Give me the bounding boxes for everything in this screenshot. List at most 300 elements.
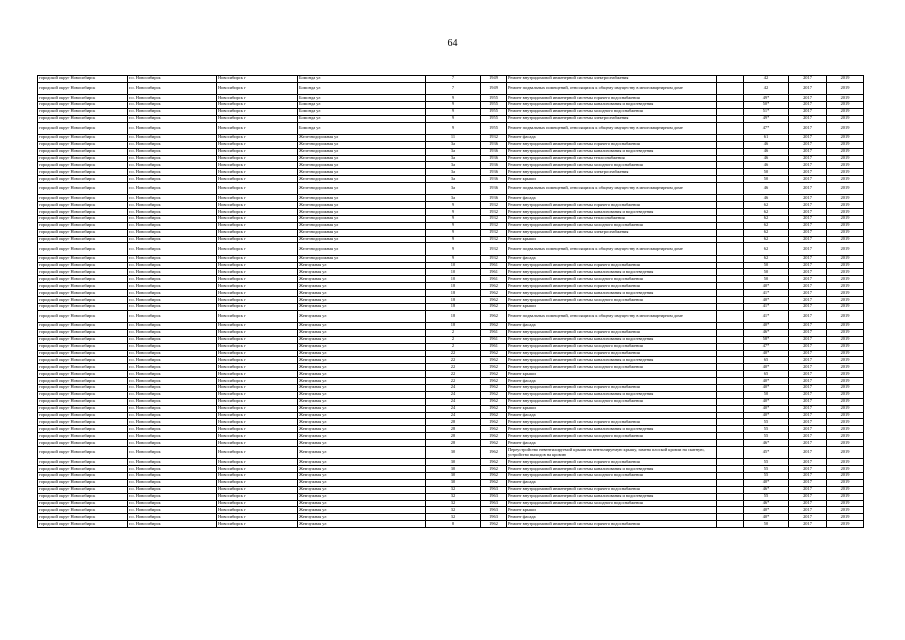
cell-house: 22 bbox=[426, 350, 481, 357]
cell-amount bbox=[717, 134, 744, 141]
cell-street: Жемчужная ул bbox=[298, 412, 426, 419]
cell-area: 41* bbox=[744, 290, 789, 297]
cell-municipality: г.о. Новосибирск bbox=[128, 183, 217, 195]
cell-city: Новосибирск г bbox=[217, 243, 298, 255]
cell-end: 2019 bbox=[827, 141, 864, 148]
cell-street: Железнодорожная ул bbox=[298, 134, 426, 141]
cell-end: 2019 bbox=[827, 162, 864, 169]
cell-amount bbox=[717, 472, 744, 479]
cell-work: Ремонт внутридомовой инженерной системы горячего водоснабжения bbox=[507, 95, 717, 102]
cell-house: 10 bbox=[426, 269, 481, 276]
cell-year: 1949 bbox=[481, 76, 507, 83]
cell-year: 1932 bbox=[481, 243, 507, 255]
cell-city: Новосибирск г bbox=[217, 336, 298, 343]
cell-area: 46 bbox=[744, 141, 789, 148]
cell-street: Жемчужная ул bbox=[298, 269, 426, 276]
cell-area: 58* bbox=[744, 336, 789, 343]
cell-amount bbox=[717, 82, 744, 94]
cell-start: 2017 bbox=[789, 76, 827, 83]
cell-district: городской округ Новосибирск bbox=[38, 176, 128, 183]
cell-year: 1963 bbox=[481, 514, 507, 521]
cell-house: 9 bbox=[426, 122, 481, 134]
cell-amount bbox=[717, 412, 744, 419]
cell-district: городской округ Новосибирск bbox=[38, 514, 128, 521]
table-row bbox=[38, 243, 864, 255]
cell-end: 2019 bbox=[827, 269, 864, 276]
cell-city: Новосибирск г bbox=[217, 500, 298, 507]
cell-municipality: г.о. Новосибирск bbox=[128, 202, 217, 209]
cell-district: городской округ Новосибирск bbox=[38, 108, 128, 115]
cell-start: 2017 bbox=[789, 209, 827, 216]
cell-amount bbox=[717, 202, 744, 209]
cell-year: 1962 bbox=[481, 297, 507, 304]
table-row bbox=[38, 440, 864, 447]
cell-house: 24 bbox=[426, 412, 481, 419]
cell-street: Железнодорожная ул bbox=[298, 209, 426, 216]
cell-street: Железнодорожная ул bbox=[298, 215, 426, 222]
cell-area: 50 bbox=[744, 521, 789, 528]
cell-year: 1962 bbox=[481, 385, 507, 392]
cell-house: 24 bbox=[426, 391, 481, 398]
table-row bbox=[38, 262, 864, 269]
table-row bbox=[38, 507, 864, 514]
cell-start: 2017 bbox=[789, 115, 827, 122]
cell-work: Ремонт внутридомовой инженерной системы теплоснабжения bbox=[507, 215, 717, 222]
cell-municipality: г.о. Новосибирск bbox=[128, 322, 217, 329]
cell-start: 2017 bbox=[789, 122, 827, 134]
cell-end: 2019 bbox=[827, 412, 864, 419]
cell-end: 2019 bbox=[827, 95, 864, 102]
cell-house: 18 bbox=[426, 297, 481, 304]
cell-end: 2019 bbox=[827, 169, 864, 176]
cell-street: Жемчужная ул bbox=[298, 479, 426, 486]
table-row bbox=[38, 310, 864, 322]
cell-city: Новосибирск г bbox=[217, 209, 298, 216]
cell-area: 46 bbox=[744, 195, 789, 202]
cell-house: 32 bbox=[426, 493, 481, 500]
cell-district: городской округ Новосибирск bbox=[38, 310, 128, 322]
cell-work: Ремонт внутридомовой инженерной системы канализования и водоотведения bbox=[507, 493, 717, 500]
cell-area: 40* bbox=[744, 514, 789, 521]
cell-year: 1961 bbox=[481, 269, 507, 276]
cell-municipality: г.о. Новосибирск bbox=[128, 108, 217, 115]
cell-area: 62 bbox=[744, 202, 789, 209]
cell-start: 2017 bbox=[789, 336, 827, 343]
cell-year: 1932 bbox=[481, 215, 507, 222]
cell-municipality: г.о. Новосибирск bbox=[128, 521, 217, 528]
cell-city: Новосибирск г bbox=[217, 141, 298, 148]
cell-house: 32 bbox=[426, 514, 481, 521]
cell-end: 2019 bbox=[827, 183, 864, 195]
cell-area: 40* bbox=[744, 378, 789, 385]
table-row bbox=[38, 336, 864, 343]
cell-municipality: г.о. Новосибирск bbox=[128, 440, 217, 447]
cell-work: Ремонт внутридомовой инженерной системы канализования и водоотведения bbox=[507, 269, 717, 276]
table-row bbox=[38, 222, 864, 229]
cell-work: Ремонт внутридомовой инженерной системы горячего водоснабжения bbox=[507, 385, 717, 392]
cell-start: 2017 bbox=[789, 195, 827, 202]
cell-amount bbox=[717, 262, 744, 269]
cell-municipality: г.о. Новосибирск bbox=[128, 122, 217, 134]
cell-house: 9 bbox=[426, 243, 481, 255]
cell-area: 46* bbox=[744, 500, 789, 507]
cell-start: 2017 bbox=[789, 419, 827, 426]
cell-city: Новосибирск г bbox=[217, 507, 298, 514]
table-row bbox=[38, 209, 864, 216]
cell-year: 1962 bbox=[481, 447, 507, 459]
cell-amount bbox=[717, 500, 744, 507]
cell-area: 55 bbox=[744, 433, 789, 440]
cell-municipality: г.о. Новосибирск bbox=[128, 276, 217, 283]
cell-house: 22 bbox=[426, 378, 481, 385]
cell-start: 2017 bbox=[789, 222, 827, 229]
cell-area: 46 bbox=[744, 148, 789, 155]
cell-street: Жемчужная ул bbox=[298, 391, 426, 398]
cell-municipality: г.о. Новосибирск bbox=[128, 447, 217, 459]
cell-start: 2017 bbox=[789, 148, 827, 155]
cell-end: 2019 bbox=[827, 236, 864, 243]
cell-end: 2019 bbox=[827, 322, 864, 329]
cell-work: Ремонт подвальных помещений, относящихся к общему имуществу в многоквартирном доме bbox=[507, 122, 717, 134]
cell-year: 1955 bbox=[481, 95, 507, 102]
cell-start: 2017 bbox=[789, 176, 827, 183]
cell-start: 2017 bbox=[789, 183, 827, 195]
cell-area: 40* bbox=[744, 479, 789, 486]
cell-year: 1936 bbox=[481, 141, 507, 148]
cell-area: 42 bbox=[744, 76, 789, 83]
cell-district: городской округ Новосибирск bbox=[38, 447, 128, 459]
cell-work: Ремонт внутридомовой инженерной системы холодного водоснабжения bbox=[507, 297, 717, 304]
cell-work: Ремонт внутридомовой инженерной системы горячего водоснабжения bbox=[507, 329, 717, 336]
cell-municipality: г.о. Новосибирск bbox=[128, 215, 217, 222]
cell-city: Новосибирск г bbox=[217, 169, 298, 176]
cell-work: Ремонт внутридомовой инженерной системы электроснабжения bbox=[507, 229, 717, 236]
table-row bbox=[38, 108, 864, 115]
table-row bbox=[38, 215, 864, 222]
cell-area: 50 bbox=[744, 262, 789, 269]
cell-city: Новосибирск г bbox=[217, 310, 298, 322]
cell-area: 55 bbox=[744, 426, 789, 433]
cell-street: Жемчужная ул bbox=[298, 329, 426, 336]
cell-district: городской округ Новосибирск bbox=[38, 426, 128, 433]
cell-area: 65 bbox=[744, 357, 789, 364]
cell-start: 2017 bbox=[789, 378, 827, 385]
cell-municipality: г.о. Новосибирск bbox=[128, 398, 217, 405]
cell-end: 2019 bbox=[827, 466, 864, 473]
cell-municipality: г.о. Новосибирск bbox=[128, 433, 217, 440]
cell-district: городской округ Новосибирск bbox=[38, 479, 128, 486]
cell-municipality: г.о. Новосибирск bbox=[128, 405, 217, 412]
cell-district: городской округ Новосибирск bbox=[38, 215, 128, 222]
cell-municipality: г.о. Новосибирск bbox=[128, 176, 217, 183]
cell-start: 2017 bbox=[789, 255, 827, 262]
cell-year: 1962 bbox=[481, 419, 507, 426]
cell-year: 1961 bbox=[481, 262, 507, 269]
cell-house: 30 bbox=[426, 466, 481, 473]
cell-year: 1932 bbox=[481, 236, 507, 243]
cell-start: 2017 bbox=[789, 440, 827, 447]
cell-amount bbox=[717, 101, 744, 108]
cell-municipality: г.о. Новосибирск bbox=[128, 364, 217, 371]
cell-area: 40* bbox=[744, 297, 789, 304]
cell-district: городской округ Новосибирск bbox=[38, 209, 128, 216]
cell-city: Новосибирск г bbox=[217, 466, 298, 473]
cell-amount bbox=[717, 276, 744, 283]
cell-city: Новосибирск г bbox=[217, 276, 298, 283]
cell-amount bbox=[717, 303, 744, 310]
cell-city: Новосибирск г bbox=[217, 391, 298, 398]
cell-district: городской округ Новосибирск bbox=[38, 122, 128, 134]
cell-district: городской округ Новосибирск bbox=[38, 521, 128, 528]
cell-house: 3а bbox=[426, 155, 481, 162]
cell-area: 50* bbox=[744, 101, 789, 108]
cell-house: 9 bbox=[426, 209, 481, 216]
cell-start: 2017 bbox=[789, 398, 827, 405]
cell-amount bbox=[717, 350, 744, 357]
cell-amount bbox=[717, 371, 744, 378]
cell-street: Жемчужная ул bbox=[298, 290, 426, 297]
cell-area: 62 bbox=[744, 255, 789, 262]
cell-end: 2019 bbox=[827, 391, 864, 398]
table-row bbox=[38, 283, 864, 290]
cell-work: Ремонт фасада bbox=[507, 412, 717, 419]
cell-area: 55 bbox=[744, 466, 789, 473]
cell-street: Железнодорожная ул bbox=[298, 162, 426, 169]
cell-start: 2017 bbox=[789, 276, 827, 283]
cell-city: Новосибирск г bbox=[217, 283, 298, 290]
table-row bbox=[38, 95, 864, 102]
cell-district: городской округ Новосибирск bbox=[38, 155, 128, 162]
cell-end: 2019 bbox=[827, 419, 864, 426]
cell-street: Железнодорожная ул bbox=[298, 195, 426, 202]
cell-end: 2019 bbox=[827, 276, 864, 283]
cell-work: Ремонт внутридомовой инженерной системы канализования и водоотведения bbox=[507, 357, 717, 364]
cell-start: 2017 bbox=[789, 297, 827, 304]
cell-year: 1932 bbox=[481, 202, 507, 209]
cell-work: Ремонт внутридомовой инженерной системы холодного водоснабжения bbox=[507, 364, 717, 371]
table-row bbox=[38, 426, 864, 433]
cell-area: 42 bbox=[744, 82, 789, 94]
cell-city: Новосибирск г bbox=[217, 82, 298, 94]
cell-street: Жемчужная ул bbox=[298, 310, 426, 322]
cell-street: Железнодорожная ул bbox=[298, 202, 426, 209]
cell-municipality: г.о. Новосибирск bbox=[128, 329, 217, 336]
table-row bbox=[38, 155, 864, 162]
cell-municipality: г.о. Новосибирск bbox=[128, 162, 217, 169]
cell-work: Ремонт крыши bbox=[507, 236, 717, 243]
cell-house: 2 bbox=[426, 329, 481, 336]
cell-start: 2017 bbox=[789, 202, 827, 209]
table-row bbox=[38, 385, 864, 392]
table-row bbox=[38, 514, 864, 521]
cell-year: 1936 bbox=[481, 195, 507, 202]
cell-city: Новосибирск г bbox=[217, 521, 298, 528]
cell-year: 1962 bbox=[481, 310, 507, 322]
cell-amount bbox=[717, 310, 744, 322]
cell-municipality: г.о. Новосибирск bbox=[128, 486, 217, 493]
cell-municipality: г.о. Новосибирск bbox=[128, 500, 217, 507]
cell-work: Ремонт крыши bbox=[507, 303, 717, 310]
cell-amount bbox=[717, 76, 744, 83]
cell-house: 28 bbox=[426, 419, 481, 426]
cell-municipality: г.о. Новосибирск bbox=[128, 283, 217, 290]
cell-city: Новосибирск г bbox=[217, 101, 298, 108]
cell-house: 32 bbox=[426, 500, 481, 507]
table-row bbox=[38, 412, 864, 419]
cell-start: 2017 bbox=[789, 357, 827, 364]
cell-end: 2019 bbox=[827, 148, 864, 155]
cell-house: 30 bbox=[426, 459, 481, 466]
cell-municipality: г.о. Новосибирск bbox=[128, 76, 217, 83]
table-row bbox=[38, 350, 864, 357]
cell-amount bbox=[717, 343, 744, 350]
cell-start: 2017 bbox=[789, 514, 827, 521]
cell-amount bbox=[717, 426, 744, 433]
cell-municipality: г.о. Новосибирск bbox=[128, 101, 217, 108]
cell-street: Жемчужная ул bbox=[298, 500, 426, 507]
cell-work: Ремонт внутридомовой инженерной системы горячего водоснабжения bbox=[507, 202, 717, 209]
cell-city: Новосибирск г bbox=[217, 115, 298, 122]
cell-house: 2 bbox=[426, 336, 481, 343]
cell-end: 2019 bbox=[827, 472, 864, 479]
cell-start: 2017 bbox=[789, 169, 827, 176]
cell-start: 2017 bbox=[789, 322, 827, 329]
cell-house: 3а bbox=[426, 183, 481, 195]
cell-municipality: г.о. Новосибирск bbox=[128, 378, 217, 385]
cell-district: городской округ Новосибирск bbox=[38, 169, 128, 176]
cell-area: 50 bbox=[744, 276, 789, 283]
cell-amount bbox=[717, 283, 744, 290]
cell-house: 9 bbox=[426, 95, 481, 102]
cell-street: Железнодорожная ул bbox=[298, 236, 426, 243]
cell-house: 24 bbox=[426, 385, 481, 392]
cell-district: городской округ Новосибирск bbox=[38, 236, 128, 243]
cell-house: 11 bbox=[426, 134, 481, 141]
table-row bbox=[38, 357, 864, 364]
cell-year: 1963 bbox=[481, 507, 507, 514]
cell-amount bbox=[717, 440, 744, 447]
cell-street: Жемчужная ул bbox=[298, 371, 426, 378]
cell-city: Новосибирск г bbox=[217, 479, 298, 486]
cell-district: городской округ Новосибирск bbox=[38, 391, 128, 398]
cell-area: 45* bbox=[744, 447, 789, 459]
table-row bbox=[38, 134, 864, 141]
cell-district: городской округ Новосибирск bbox=[38, 493, 128, 500]
cell-district: городской округ Новосибирск bbox=[38, 195, 128, 202]
cell-amount bbox=[717, 141, 744, 148]
cell-house: 18 bbox=[426, 283, 481, 290]
cell-year: 1932 bbox=[481, 255, 507, 262]
cell-municipality: г.о. Новосибирск bbox=[128, 269, 217, 276]
cell-amount bbox=[717, 215, 744, 222]
cell-municipality: г.о. Новосибирск bbox=[128, 229, 217, 236]
cell-district: городской округ Новосибирск bbox=[38, 440, 128, 447]
cell-start: 2017 bbox=[789, 405, 827, 412]
cell-end: 2019 bbox=[827, 297, 864, 304]
cell-end: 2019 bbox=[827, 500, 864, 507]
cell-street: Жемчужная ул bbox=[298, 472, 426, 479]
cell-end: 2019 bbox=[827, 479, 864, 486]
cell-district: городской округ Новосибирск bbox=[38, 134, 128, 141]
cell-municipality: г.о. Новосибирск bbox=[128, 262, 217, 269]
cell-work: Ремонт внутридомовой инженерной системы горячего водоснабжения bbox=[507, 521, 717, 528]
cell-year: 1961 bbox=[481, 343, 507, 350]
cell-work: Ремонт внутридомовой инженерной системы канализования и водоотведения bbox=[507, 336, 717, 343]
cell-work: Ремонт внутридомовой инженерной системы горячего водоснабжения bbox=[507, 262, 717, 269]
cell-city: Новосибирск г bbox=[217, 486, 298, 493]
cell-district: городской округ Новосибирск bbox=[38, 290, 128, 297]
cell-area: 41* bbox=[744, 310, 789, 322]
cell-municipality: г.о. Новосибирск bbox=[128, 82, 217, 94]
cell-district: городской округ Новосибирск bbox=[38, 76, 128, 83]
cell-year: 1932 bbox=[481, 134, 507, 141]
cell-municipality: г.о. Новосибирск bbox=[128, 371, 217, 378]
cell-year: 1962 bbox=[481, 322, 507, 329]
cell-year: 1962 bbox=[481, 426, 507, 433]
cell-work: Ремонт внутридомовой инженерной системы холодного водоснабжения bbox=[507, 108, 717, 115]
cell-municipality: г.о. Новосибирск bbox=[128, 343, 217, 350]
cell-district: городской округ Новосибирск bbox=[38, 262, 128, 269]
table-row bbox=[38, 183, 864, 195]
cell-city: Новосибирск г bbox=[217, 493, 298, 500]
cell-year: 1963 bbox=[481, 500, 507, 507]
cell-district: городской округ Новосибирск bbox=[38, 371, 128, 378]
cell-amount bbox=[717, 405, 744, 412]
cell-municipality: г.о. Новосибирск bbox=[128, 472, 217, 479]
cell-end: 2019 bbox=[827, 101, 864, 108]
cell-municipality: г.о. Новосибирск bbox=[128, 115, 217, 122]
table-row bbox=[38, 76, 864, 83]
cell-city: Новосибирск г bbox=[217, 433, 298, 440]
cell-work: Ремонт внутридомовой инженерной системы электроснабжения bbox=[507, 169, 717, 176]
cell-municipality: г.о. Новосибирск bbox=[128, 95, 217, 102]
cell-city: Новосибирск г bbox=[217, 76, 298, 83]
cell-house: 9 bbox=[426, 108, 481, 115]
cell-street: Железнодорожная ул bbox=[298, 176, 426, 183]
cell-area: 49* bbox=[744, 115, 789, 122]
cell-year: 1961 bbox=[481, 329, 507, 336]
cell-city: Новосибирск г bbox=[217, 222, 298, 229]
cell-work: Ремонт внутридомовой инженерной системы канализования и водоотведения bbox=[507, 466, 717, 473]
cell-house: 22 bbox=[426, 357, 481, 364]
cell-street: Бомонда ул bbox=[298, 115, 426, 122]
table-row bbox=[38, 500, 864, 507]
cell-district: городской округ Новосибирск bbox=[38, 364, 128, 371]
cell-district: городской округ Новосибирск bbox=[38, 148, 128, 155]
table-row bbox=[38, 371, 864, 378]
cell-area: 40* bbox=[744, 398, 789, 405]
cell-district: городской округ Новосибирск bbox=[38, 385, 128, 392]
cell-municipality: г.о. Новосибирск bbox=[128, 155, 217, 162]
cell-municipality: г.о. Новосибирск bbox=[128, 350, 217, 357]
cell-house: 3а bbox=[426, 195, 481, 202]
cell-work: Ремонт крыши bbox=[507, 405, 717, 412]
cell-year: 1936 bbox=[481, 148, 507, 155]
cell-street: Жемчужная ул bbox=[298, 283, 426, 290]
cell-work: Ремонт внутридомовой инженерной системы горячего водоснабжения bbox=[507, 141, 717, 148]
cell-amount bbox=[717, 336, 744, 343]
cell-end: 2019 bbox=[827, 108, 864, 115]
table-row bbox=[38, 405, 864, 412]
cell-work: Ремонт фасада bbox=[507, 322, 717, 329]
cell-street: Бомонда ул bbox=[298, 95, 426, 102]
cell-house: 9 bbox=[426, 222, 481, 229]
cell-district: городской округ Новосибирск bbox=[38, 459, 128, 466]
cell-house: 3а bbox=[426, 162, 481, 169]
cell-city: Новосибирск г bbox=[217, 412, 298, 419]
cell-start: 2017 bbox=[789, 486, 827, 493]
cell-year: 1962 bbox=[481, 398, 507, 405]
